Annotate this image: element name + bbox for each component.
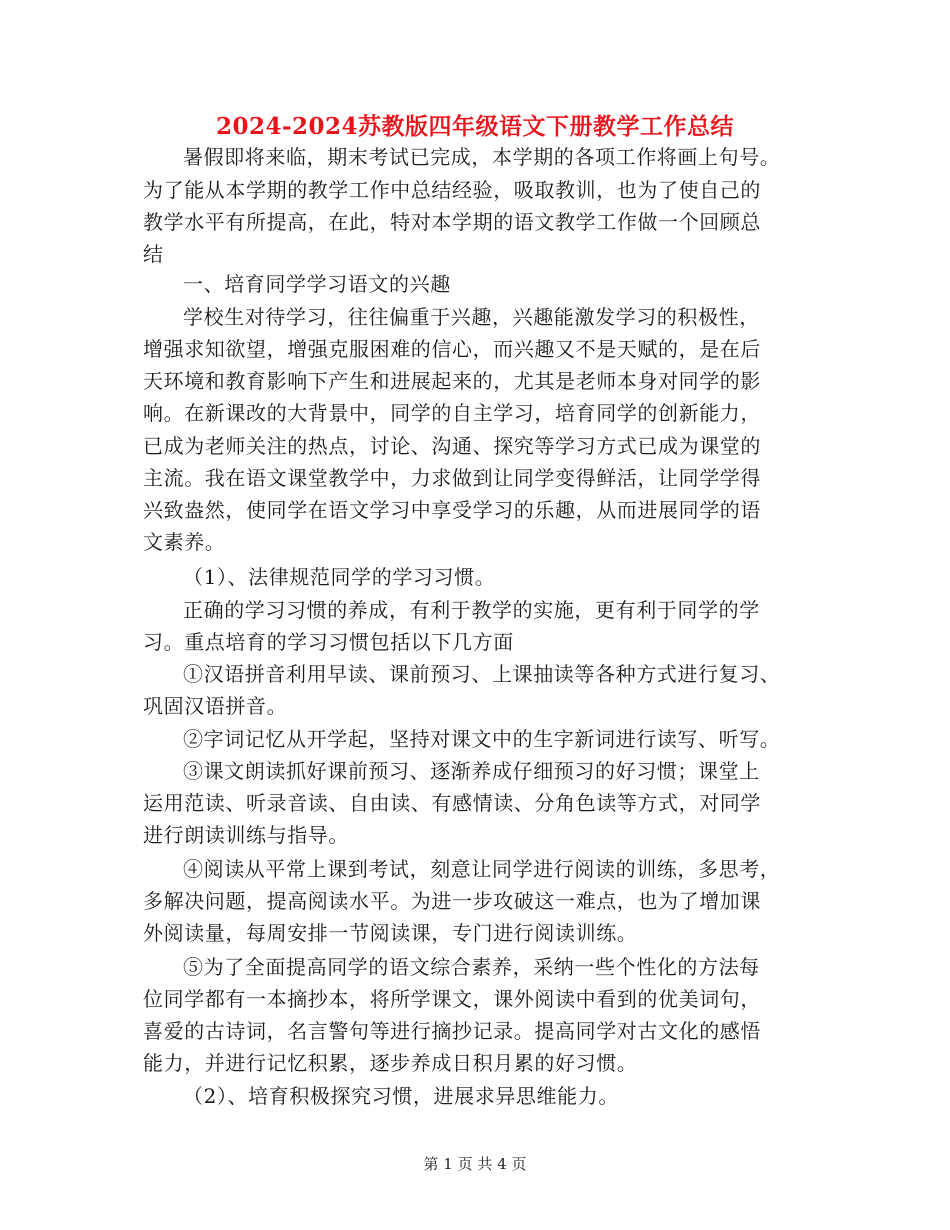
paragraph-line: 教学水平有所提高，在此，特对本学期的语文教学工作做一个回顾总	[143, 210, 761, 234]
list-item-line: ②字词记忆从开学起，坚持对课文中的生字新词进行读写、听写。	[183, 727, 781, 751]
paragraph-line: 学校生对待学习，往往偏重于兴趣，兴趣能激发学习的积极性，	[183, 305, 760, 329]
paragraph-line: 文素养。	[143, 530, 226, 554]
paragraph-line: 已成为老师关注的热点，讨论、沟通、探究等学习方式已成为课堂的	[143, 434, 761, 458]
list-item-line: 能力，并进行记忆积累，逐步养成日积月累的好习惯。	[143, 1051, 638, 1075]
list-item-line: ⑤为了全面提高同学的语文综合素养，采纳一些个性化的方法每	[183, 955, 760, 979]
list-item-line: 位同学都有一本摘抄本，将所学课文，课外阅读中看到的优美词句，	[143, 987, 761, 1011]
subsection-heading: （2）、培育积极探究习惯，进展求异思维能力。	[183, 1084, 619, 1108]
paragraph-line: 主流。我在语文课堂教学中，力求做到让同学变得鲜活，让同学学得	[143, 466, 761, 490]
paragraph-line: 增强求知欲望，增强克服困难的信心，而兴趣又不是天赋的，是在后	[143, 337, 761, 361]
paragraph-line: 暑假即将来临，期末考试已完成，本学期的各项工作将画上句号。	[183, 145, 781, 169]
paragraph-line: 习。重点培育的学习习惯包括以下几方面	[143, 630, 514, 654]
list-item-line: ④阅读从平常上课到考试，刻意让同学进行阅读的训练，多思考，	[183, 857, 781, 881]
list-item-line: ③课文朗读抓好课前预习、逐渐养成仔细预习的好习惯；课堂上	[183, 759, 760, 783]
paragraph-line: 天环境和教育影响下产生和进展起来的，尤其是老师本身对同学的影	[143, 369, 761, 393]
list-item-line: 进行朗读训练与指导。	[143, 823, 349, 847]
paragraph-line: 结	[143, 242, 164, 266]
paragraph-line: 兴致盎然，使同学在语文学习中享受学习的乐趣，从而进展同学的语	[143, 498, 761, 522]
list-item-line: 喜爱的古诗词，名言警句等进行摘抄记录。提高同学对古文化的感悟	[143, 1019, 761, 1043]
paragraph-line: 响。在新课改的大背景中，同学的自主学习，培育同学的创新能力，	[143, 401, 761, 425]
section-heading: 一、培育同学学习语文的兴趣	[183, 272, 451, 296]
list-item-line: 运用范读、听录音读、自由读、有感情读、分角色读等方式，对同学	[143, 791, 761, 815]
list-item-line: 多解决问题，提高阅读水平。为进一步攻破这一难点，也为了增加课	[143, 889, 761, 913]
paragraph-line: 正确的学习习惯的养成，有利于教学的实施，更有利于同学的学	[183, 598, 760, 622]
document-title: 2024-2024苏教版四年级语文下册教学工作总结	[215, 113, 735, 140]
list-item-line: 外阅读量，每周安排一节阅读课，专门进行阅读训练。	[143, 921, 638, 945]
page-footer: 第 1 页 共 4 页	[423, 1155, 527, 1173]
list-item-line: 巩固汉语拼音。	[143, 694, 288, 718]
paragraph-line: 为了能从本学期的教学工作中总结经验，吸取教训，也为了使自己的	[143, 178, 761, 202]
list-item-line: ①汉语拼音利用早读、课前预习、上课抽读等各种方式进行复习、	[183, 662, 781, 686]
subsection-heading: （1）、法律规范同学的学习习惯。	[183, 565, 496, 589]
